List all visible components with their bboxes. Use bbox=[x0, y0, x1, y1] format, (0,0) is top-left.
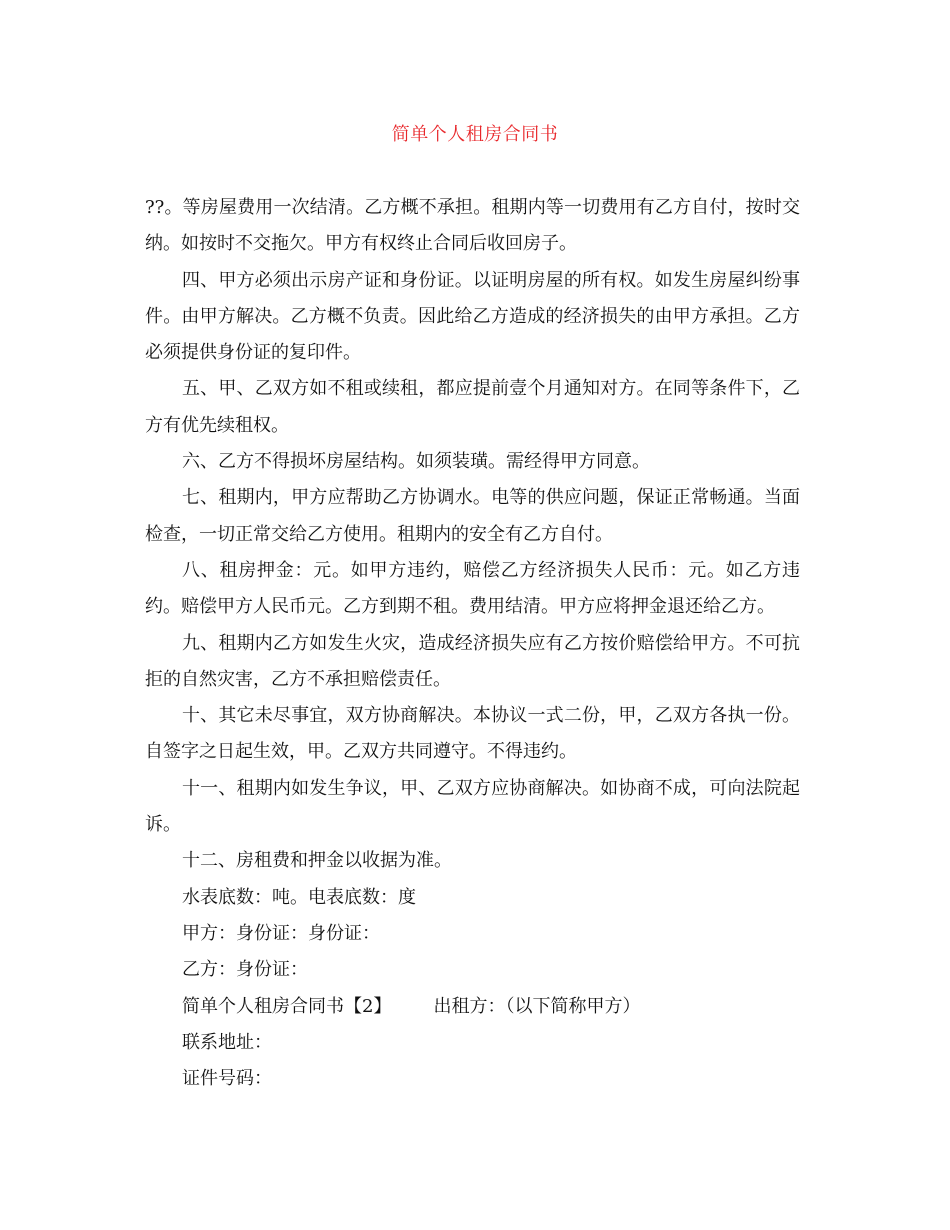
party-a-line: 甲方：身份证：身份证： bbox=[182, 922, 380, 944]
party-b-line: 乙方：身份证： bbox=[182, 959, 308, 981]
second-contract-title: 简单个人租房合同书【2】 bbox=[182, 995, 392, 1017]
meter-readings-line: 水表底数：吨。电表底数：度 bbox=[182, 886, 416, 908]
document-body bbox=[145, 190, 800, 1097]
paragraph-clause-12: 十二、房租费和押金以收据为准。 bbox=[182, 850, 452, 872]
address-line: 联系地址： bbox=[182, 1031, 272, 1053]
paragraph-clause-10: 十、其它未尽事宜，双方协商解决。本协议一式二份，甲，乙双方各执一份。自签字之日起生效，甲。乙双方共同遵守。不得违约。 bbox=[145, 705, 800, 763]
paragraph-clause-5: 五、甲、乙双方如不租或续租，都应提前壹个月通知对方。在同等条件下，乙方有优先续租权。 bbox=[145, 378, 800, 436]
paragraph-fees: ??。等房屋费用一次结清。乙方概不承担。租期内等一切费用有乙方自付，按时交纳。如按时不交拖欠。甲方有权终止合同后收回房子。 bbox=[145, 197, 800, 255]
paragraph-clause-9: 九、租期内乙方如发生火灾，造成经济损失应有乙方按价赔偿给甲方。不可抗拒的自然灾害，乙方不承担赔偿责任。 bbox=[145, 632, 800, 690]
document-title: 简单个人租房合同书 bbox=[391, 124, 559, 145]
paragraph-clause-7: 七、租期内，甲方应帮助乙方协调水。电等的供应问题，保证正常畅通。当面检查，一切正常交给乙方使用。租期内的安全有乙方自付。 bbox=[145, 487, 800, 545]
paragraph-clause-4: 四、甲方必须出示房产证和身份证。以证明房屋的所有权。如发生房屋纠纷事件。由甲方解决。乙方概不负责。因此给乙方造成的经济损失的由甲方承担。乙方必须提供身份证的复印件。 bbox=[145, 269, 800, 364]
id-number-line: 证件号码： bbox=[182, 1068, 272, 1090]
paragraph-clause-8: 八、租房押金：元。如甲方违约，赔偿乙方经济损失人民币：元。如乙方违约。赔偿甲方人民币元。乙方到期不租。费用结清。甲方应将押金退还给乙方。 bbox=[145, 559, 800, 618]
paragraph-clause-11: 十一、租期内如发生争议，甲、乙双方应协商解决。如协商不成，可向法院起诉。 bbox=[145, 777, 800, 836]
lessor-label: 出租方：（以下简称甲方） bbox=[433, 995, 641, 1017]
second-contract-line bbox=[145, 989, 800, 1025]
paragraph-clause-6: 六、乙方不得损坏房屋结构。如须装璜。需经得甲方同意。 bbox=[182, 451, 650, 473]
